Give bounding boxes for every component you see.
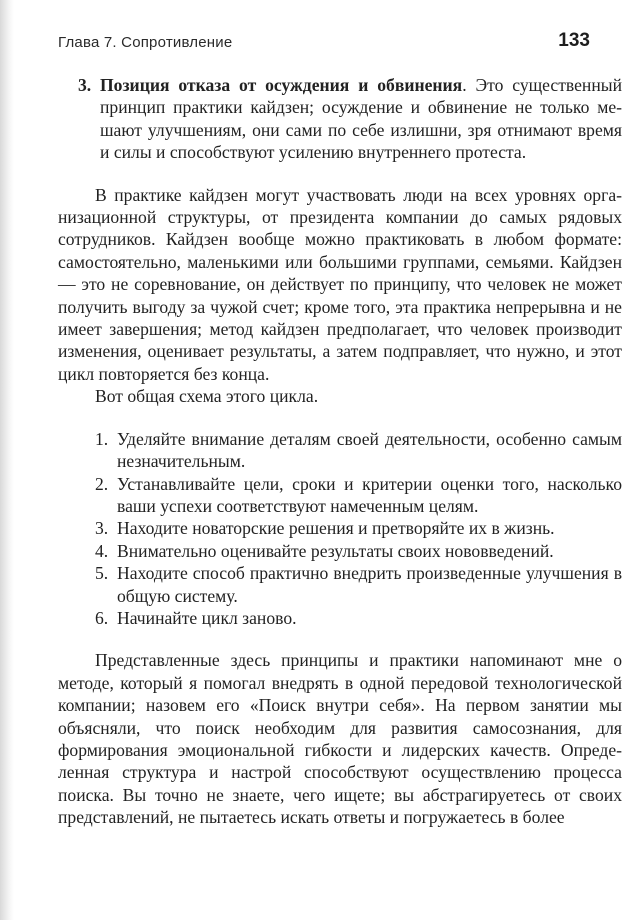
list-item (58, 473, 622, 518)
paragraph-kaizen-participants: В практике кайдзен могут участвовать люди на всех уровнях организационной структуры, от президента компании до самых рядовых сотрудников. Кайдзен вообще можно практиковать в любом формате: самостоятельно, маленькими или большими группами, семьями. Кайдзен — это не соревнование, он действует по принципу, что человек не может получить выгоду за чужой счет; кроме того, эта практика непрерывна и не имеет завершения; метод кайдзен предполагает, что человек производит изменения, оценивает результаты, а затем подправляет, что нужно, и этот цикл повторяется без конца. (58, 184, 622, 384)
list-item (58, 562, 622, 607)
list-item-number: 3. (95, 518, 109, 539)
running-head: Глава 7. Сопротивление (58, 34, 233, 51)
list-item-text: Начинайте цикл заново. (117, 607, 297, 628)
list-item (58, 428, 622, 473)
list-item-text: Уделяйте внимание деталям своей деятельности, особенно самым незначительным. (117, 428, 622, 472)
list-item (58, 540, 622, 562)
page-number: 133 (558, 30, 590, 51)
principle-text: . Это существенный принцип практики кайдзен; осуждение и обвинение не только мешают улучшениям, они сами по себе излишни, зря отнимают время и силы и способствуют усилению внутреннего протеста. (100, 75, 622, 163)
list-item (58, 607, 622, 629)
principle-number: 3. (78, 75, 92, 95)
page-body (58, 74, 622, 829)
list-item-number: 5. (95, 563, 109, 584)
list-item-text: Устанавливайте цели, сроки и критерии оценки того, насколько ваши успехи соответствуют намеченным целям. (117, 473, 622, 516)
principle-item-3 (58, 74, 622, 164)
list-item (58, 517, 622, 539)
paragraph-search-inside-yourself: Представленные здесь принципы и практики напоминают мне о методе, который я помогал внедрять в одной передовой технологической компании; назовем его «Поиск внутри себя». На первом занятии мы объясняли, что поиск необходим для развития самосознания, для формирования эмоциональной гибкости и лидерских качеств. Определенная структура и настрой способствуют осуществлению процесса поиска. Вы точно не знаете, чего ищете; вы абстрагируетесь от своих представлений, не пытаетесь искать ответы и погружаетесь в более (58, 650, 622, 828)
list-item-number: 1. (95, 428, 109, 449)
paragraph-cycle-intro: Вот общая схема этого цикла. (95, 386, 319, 407)
list-item-text: Находите новаторские решения и претворяйте их в жизнь. (117, 518, 555, 539)
list-item-text: Находите способ практично внедрить произведенные улучшения в общую систему. (117, 563, 622, 606)
principle-title: Позиция отказа от осуждения и обвинения (100, 75, 463, 95)
page-gutter-shadow (0, 0, 14, 920)
cycle-list (58, 428, 622, 630)
list-item-number: 4. (95, 540, 109, 561)
list-item-text: Внимательно оценивайте результаты своих нововведений. (117, 540, 554, 561)
list-item-number: 6. (95, 607, 109, 628)
list-item-number: 2. (95, 473, 109, 494)
page-header (58, 30, 590, 56)
